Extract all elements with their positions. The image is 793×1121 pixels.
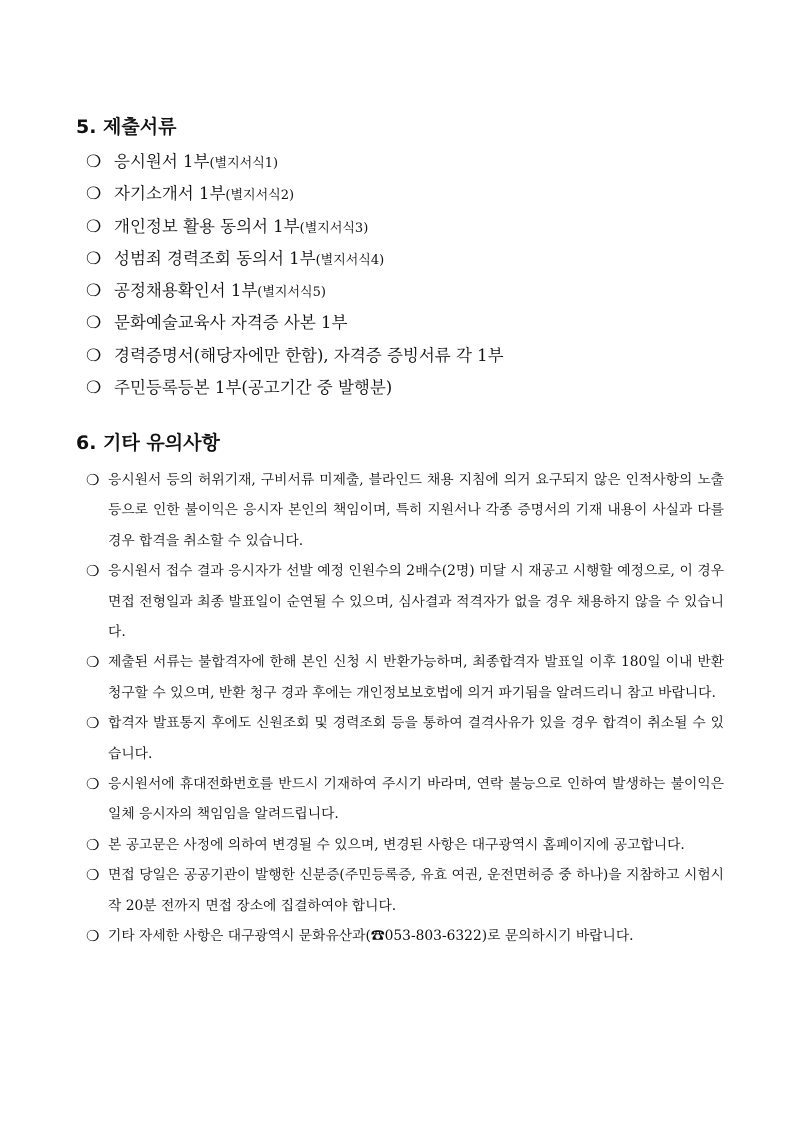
list-item: [86, 921, 724, 951]
form-reference: (별지서식2): [225, 188, 295, 204]
circle-bullet-icon: ❍: [86, 835, 100, 854]
list-item: [86, 647, 724, 708]
list-item: [86, 311, 726, 343]
circle-bullet-icon: ❍: [86, 345, 102, 366]
circle-bullet-icon: ❍: [86, 653, 100, 672]
list-item: [86, 860, 724, 921]
list-item: [86, 769, 724, 830]
document-name: 주민등록등본 1부(공고기간 중 발행분): [114, 378, 393, 398]
list-item: [86, 182, 726, 214]
note-text: 응시원서에 휴대전화번호를 반드시 기재하여 주시기 바라며, 연락 불능으로 인하여 발생하는 불이익은 일체 응시자의 책임임을 알려드립니다.: [108, 776, 724, 823]
circle-bullet-icon: ❍: [86, 216, 102, 237]
list-item: [86, 215, 726, 247]
notes-list: [86, 465, 724, 952]
circle-bullet-icon: ❍: [86, 562, 100, 581]
note-text: 면접 당일은 공공기관이 발행한 신분증(주민등록증, 유효 여권, 운전면허증 중 하나)을 지참하고 시험시작 20분 전까지 면접 장소에 집결하여야 합니다.: [108, 867, 724, 914]
circle-bullet-icon: ❍: [86, 248, 102, 269]
circle-bullet-icon: ❍: [86, 471, 100, 489]
circle-bullet-icon: ❍: [86, 313, 102, 334]
note-text: 합격자 발표통지 후에도 신원조회 및 경력조회 등을 통하여 결격사유가 있을 경우 합격이 취소될 수 있습니다.: [108, 715, 724, 762]
circle-bullet-icon: ❍: [86, 714, 100, 733]
note-text: 기타 자세한 사항은 대구광역시 문화유산과(☎053-803-6322)로 문의하시기 바랍니다.: [108, 928, 634, 945]
document-name: 응시원서 1부: [114, 152, 210, 171]
note-text: 응시원서 등의 허위기재, 구비서류 미제출, 블라인드 채용 지침에 의거 요구되지 않은 인적사항의 노출 등으로 인한 불이익은 응시자 본인의 책임이며, 특히 지원서나 각종 증명서의 기재 내용이 사실과 다를 경우 합격을 취소할 수 있습니다.: [108, 472, 724, 549]
circle-bullet-icon: ❍: [86, 184, 102, 205]
list-item: [86, 465, 724, 556]
list-item: [86, 247, 726, 279]
form-reference: (별지서식5): [257, 285, 326, 301]
list-item: [86, 830, 724, 860]
document-name: 개인정보 활용 동의서 1부: [114, 216, 300, 236]
circle-bullet-icon: ❍: [86, 775, 100, 794]
list-item: [86, 556, 724, 647]
circle-bullet-icon: ❍: [86, 927, 100, 946]
circle-bullet-icon: ❍: [86, 281, 102, 302]
form-reference: (별지서식3): [299, 220, 369, 236]
section-6-title: 6. 기타 유의사항: [76, 432, 220, 454]
circle-bullet-icon: ❍: [86, 152, 102, 172]
list-item: [86, 708, 724, 769]
document-name: 자기소개서 1부: [114, 184, 226, 204]
list-item: [86, 279, 726, 311]
circle-bullet-icon: ❍: [86, 866, 100, 885]
list-item: [86, 150, 726, 182]
note-text: 제출된 서류는 불합격자에 한해 본인 신청 시 반환가능하며, 최종합격자 발표일 이후 180일 이내 반환 청구할 수 있으며, 반환 청구 경과 후에는 개인정보보호법에 의거 파기됨을 알려드리니 참고 바랍니다.: [108, 654, 724, 701]
note-text: 응시원서 접수 결과 응시자가 선발 예정 인원수의 2배수(2명) 미달 시 재공고 시행할 예정으로, 이 경우 면접 전형일과 최종 발표일이 순연될 수 있으며, 심사결과 적격자가 없을 경우 채용하지 않을 수 있습니다.: [108, 563, 724, 641]
list-item: [86, 376, 726, 408]
section-5-title: 5. 제출서류: [76, 116, 177, 138]
required-documents-list: [86, 150, 726, 408]
form-reference: (별지서식4): [315, 252, 385, 268]
form-reference: (별지서식1): [209, 156, 279, 171]
document-name: 경력증명서(해당자에만 한함), 자격증 증빙서류 각 1부: [114, 345, 504, 365]
document-name: 공정채용확인서 1부: [114, 281, 258, 301]
document-name: 문화예술교육사 자격증 사본 1부: [114, 313, 348, 333]
note-text: 본 공고문은 사정에 의하여 변경될 수 있으며, 변경된 사항은 대구광역시 홈페이지에 공고합니다.: [108, 836, 685, 853]
document-name: 성범죄 경력조회 동의서 1부: [114, 248, 316, 268]
circle-bullet-icon: ❍: [86, 378, 102, 399]
list-item: [86, 344, 726, 376]
